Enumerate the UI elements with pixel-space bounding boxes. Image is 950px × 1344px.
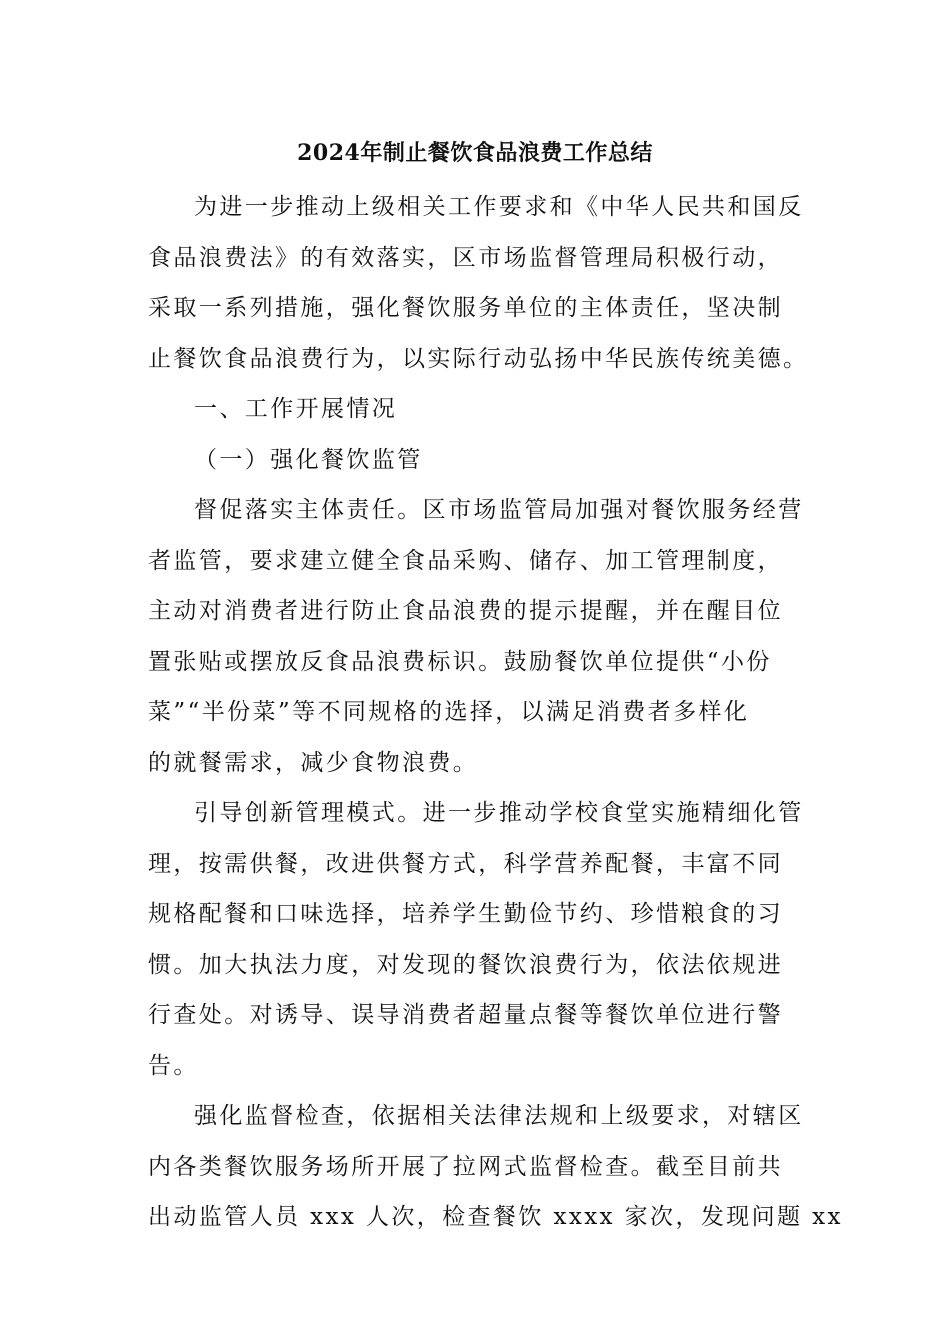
- paragraph-2-line-5: 菜”“半份菜”等不同规格的选择，以满足消费者多样化: [148, 699, 750, 725]
- paragraph-4-line-1: 强化监督检查，依据相关法律法规和上级要求，对辖区: [194, 1103, 804, 1129]
- paragraph-4-line-3: 出动监管人员 xxx 人次，检查餐饮 xxxx 家次，发现问题 xx: [148, 1204, 843, 1230]
- paragraph-3-line-4: 惯。加大执法力度，对发现的餐饮浪费行为，依法依规进: [148, 951, 783, 978]
- paragraph-3-line-2: 理，按需供餐，改进供餐方式，科学营养配餐，丰富不同: [148, 850, 783, 877]
- subsection-heading-1: （一）强化餐饮监管: [194, 446, 423, 473]
- paragraph-4-line-2: 内各类餐饮服务场所开展了拉网式监督检查。截至目前共: [148, 1153, 783, 1180]
- paragraph-3-line-6: 告。: [148, 1052, 199, 1079]
- paragraph-1-line-3: 采取一系列措施，强化餐饮服务单位的主体责任，坚决制: [148, 295, 783, 321]
- paragraph-3-line-5: 行查处。对诱导、误导消费者超量点餐等餐饮单位进行警: [148, 1002, 783, 1028]
- paragraph-1-line-4: 止餐饮食品浪费行为，以实际行动弘扬中华民族传统美德。: [148, 345, 809, 372]
- paragraph-2-line-2: 者监管，要求建立健全食品采购、储存、加工管理制度，: [148, 547, 783, 574]
- section-heading-1: 一、工作开展情况: [194, 396, 398, 422]
- document-title: 2024年制止餐饮食品浪费工作总结: [297, 140, 653, 166]
- paragraph-1-line-1: 为进一步推动上级相关工作要求和《中华人民共和国反: [194, 194, 804, 220]
- paragraph-3-line-1: 引导创新管理模式。进一步推动学校食堂实施精细化管: [194, 800, 804, 826]
- paragraph-2-line-1: 督促落实主体责任。区市场监管局加强对餐饮服务经营: [194, 497, 804, 523]
- paragraph-2-line-6: 的就餐需求，减少食物浪费。: [148, 749, 479, 776]
- paragraph-1-line-2: 食品浪费法》的有效落实，区市场监督管理局积极行动，: [148, 244, 783, 271]
- paragraph-3-line-3: 规格配餐和口味选择，培养学生勤俭节约、珍惜粮食的习: [148, 901, 783, 927]
- document-body: [148, 182, 843, 1243]
- paragraph-2-line-4: 置张贴或摆放反食品浪费标识。鼓励餐饮单位提供“小份: [148, 648, 772, 675]
- paragraph-2-line-3: 主动对消费者进行防止食品浪费的提示提醒，并在醒目位: [148, 598, 783, 624]
